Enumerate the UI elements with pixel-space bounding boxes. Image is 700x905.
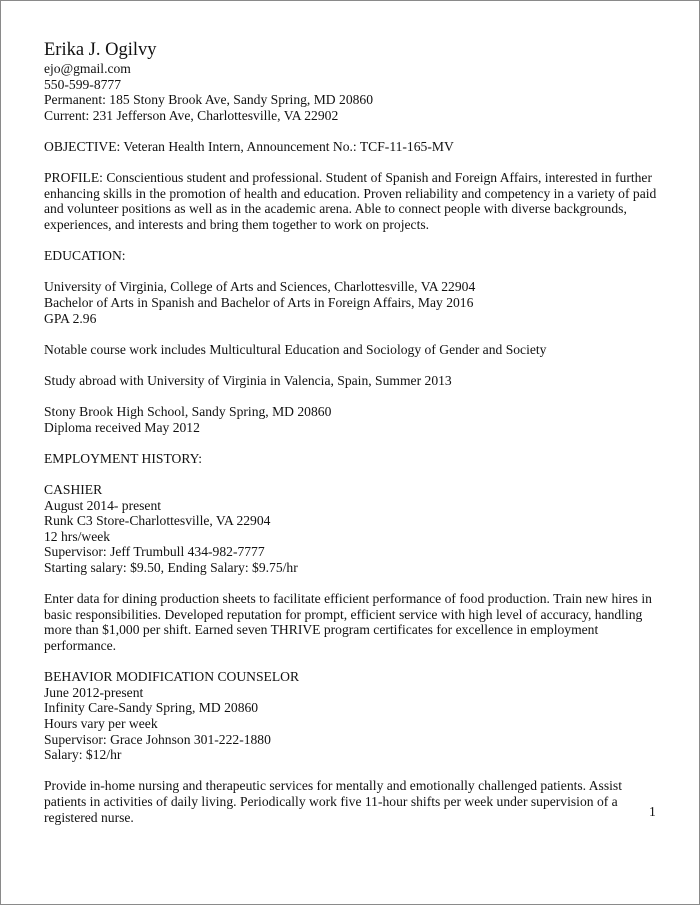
- job-title: CASHIER: [44, 482, 103, 498]
- job-hours: Hours vary per week: [44, 715, 158, 731]
- page-number: 1: [649, 804, 656, 819]
- email-address: ejo@gmail.com: [44, 61, 131, 76]
- study-abroad: Study abroad with University of Virginia in Valencia, Spain, Summer 2013: [44, 372, 452, 388]
- education-heading: EDUCATION:: [44, 248, 126, 264]
- job-title: BEHAVIOR MODIFICATION COUNSELOR: [44, 669, 300, 685]
- job-employer: Infinity Care-Sandy Spring, MD 20860: [44, 700, 259, 716]
- permanent-address: Permanent: 185 Stony Brook Ave, Sandy Spring, MD 20860: [44, 92, 374, 108]
- applicant-name: Erika J. Ogilvy: [44, 40, 157, 60]
- job-dates: August 2014- present: [44, 497, 162, 513]
- employment-heading: EMPLOYMENT HISTORY:: [44, 450, 202, 466]
- job-employer: Runk C3 Store-Charlottesville, VA 22904: [44, 513, 271, 529]
- job-dates: June 2012-present: [44, 684, 144, 700]
- job-entry-cashier: [44, 482, 664, 576]
- objective: OBJECTIVE: Veteran Health Intern, Announcement No.: TCF-11-165-MV: [44, 138, 454, 154]
- job-salary: Salary: $12/hr: [44, 747, 122, 763]
- high-school-name: Stony Brook High School, Sandy Spring, MD 20860: [44, 404, 332, 420]
- job-description-cashier: Enter data for dining production sheets to facilitate efficient performance of food production. Train new hires in basic responsibilities. Developed reputation for prompt, efficient service with high level of accuracy, handling more than $1,000 per shift. Earned seven THRIVE program certificates for excellence in employment performance.: [44, 591, 652, 653]
- job-supervisor: Supervisor: Grace Johnson 301-222-1880: [44, 731, 271, 747]
- resume-body: [44, 39, 664, 825]
- job-entry-counselor: [44, 669, 664, 763]
- job-supervisor: Supervisor: Jeff Trumbull 434-982-7777: [44, 544, 265, 560]
- current-address: Current: 231 Jefferson Ave, Charlottesville, VA 22902: [44, 107, 339, 123]
- gpa: GPA 2.96: [44, 310, 97, 326]
- high-school-entry: [44, 404, 664, 435]
- diploma: Diploma received May 2012: [44, 419, 200, 435]
- coursework: Notable course work includes Multicultural Education and Sociology of Gender and Society: [44, 341, 547, 357]
- university-entry: [44, 279, 664, 326]
- university-name: University of Virginia, College of Arts and Sciences, Charlottesville, VA 22904: [44, 279, 476, 295]
- contact-header: [44, 39, 664, 123]
- job-hours: 12 hrs/week: [44, 528, 111, 544]
- phone-number: 550-599-8777: [44, 76, 122, 92]
- profile: PROFILE: Conscientious student and professional. Student of Spanish and Foreign Affairs, interested in further enhancing skills in the promotion of health and education. Proven reliability and competency in a variety of paid and volunteer positions as well as in the academic arena. Able to connect people with diverse backgrounds, experiences, and interests and bring them together to work on projects.: [44, 170, 657, 232]
- job-description-counselor: Provide in-home nursing and therapeutic services for mentally and emotionally challenged patients. Assist patients in activities of daily living. Periodically work five 11-hour shifts per week under supervision of a registered nurse.: [44, 778, 622, 825]
- degree: Bachelor of Arts in Spanish and Bachelor of Arts in Foreign Affairs, May 2016: [44, 294, 474, 310]
- job-salary: Starting salary: $9.50, Ending Salary: $9.75/hr: [44, 560, 298, 575]
